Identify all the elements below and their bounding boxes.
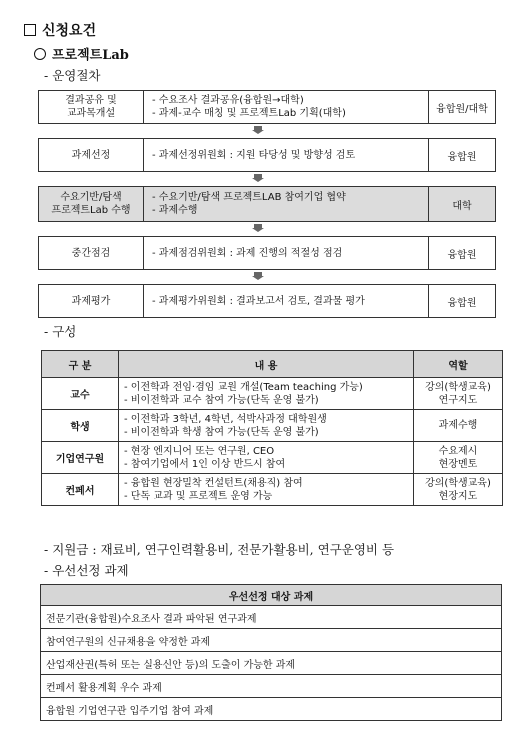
table-row bbox=[41, 698, 502, 721]
heading-2 bbox=[34, 44, 129, 63]
desc-line: - 과제수행 bbox=[152, 205, 198, 216]
content-line: - 융합원 현장밀착 컨설턴트(채용직) 참여 bbox=[124, 477, 303, 489]
resp-cell bbox=[414, 474, 503, 506]
heading-1-text: 신청요건 bbox=[42, 23, 97, 39]
section-funding: - 지원금 : 재료비, 연구인력활용비, 전문가활용비, 연구운영비 등 bbox=[44, 542, 395, 557]
content-line: - 비이전학과 교수 참여 가능(단독 운영 불가) bbox=[124, 394, 319, 406]
section-priority-title: - 우선선정 과제 bbox=[44, 563, 129, 578]
step-desc bbox=[144, 139, 429, 171]
heading-2-text: 프로젝트Lab bbox=[52, 48, 129, 63]
table-row bbox=[42, 474, 503, 506]
header-cell: 우선선정 대상 과제 bbox=[41, 585, 502, 606]
header-cell: 역할 bbox=[414, 351, 503, 378]
priority-item: 컨페서 활용계획 우수 과제 bbox=[41, 675, 502, 698]
role-cell: 학생 bbox=[42, 410, 119, 442]
step-owner: 융합원/대학 bbox=[436, 103, 488, 115]
checkbox-square-icon bbox=[24, 24, 36, 36]
table-row bbox=[41, 652, 502, 675]
resp-line: 현장지도 bbox=[438, 490, 478, 502]
desc-line: - 과제선정위원회 : 지원 타당성 및 방향성 검토 bbox=[152, 149, 356, 161]
desc-line: - 과제평가위원회 : 결과보고서 검토, 결과물 평가 bbox=[152, 295, 365, 307]
role-cell: 교수 bbox=[42, 378, 119, 410]
content-line: - 단독 교과 및 프로젝트 운영 가능 bbox=[124, 490, 273, 502]
content-line: - 참여기업에서 1인 이상 반드시 참여 bbox=[124, 458, 286, 470]
step-owner: 융합원 bbox=[447, 249, 477, 261]
resp-line: 강의(학생교육) bbox=[425, 381, 491, 393]
step-desc bbox=[144, 91, 429, 123]
content-line: - 현장 엔지니어 또는 연구원, CEO bbox=[124, 445, 275, 457]
header-cell: 구 분 bbox=[42, 351, 119, 378]
content-line: - 이전학과 3학년, 4학년, 석박사과정 대학원생 bbox=[124, 413, 327, 425]
procedure-step bbox=[38, 138, 496, 172]
procedure-step bbox=[38, 284, 496, 318]
stage-line: 프로젝트Lab 수행 bbox=[51, 205, 131, 216]
table-row bbox=[42, 442, 503, 474]
step-stage bbox=[39, 285, 144, 317]
procedure-step bbox=[38, 90, 496, 124]
resp-cell bbox=[414, 378, 503, 410]
heading-1 bbox=[24, 20, 96, 40]
stage-line: 중간점검 bbox=[71, 247, 111, 259]
step-desc bbox=[144, 187, 429, 221]
priority-item: 참여연구원의 신규채용을 약정한 과제 bbox=[41, 629, 502, 652]
priority-table bbox=[40, 584, 502, 721]
step-owner: 융합원 bbox=[447, 297, 477, 309]
resp-cell bbox=[414, 442, 503, 474]
stage-line: 결과공유 및 bbox=[65, 95, 117, 106]
step-desc bbox=[144, 237, 429, 269]
stage-line: 수요기반/탐색 bbox=[60, 192, 122, 203]
resp-cell bbox=[414, 410, 503, 442]
section-procedure-title: - 운영절차 bbox=[44, 68, 101, 83]
table-row bbox=[41, 629, 502, 652]
priority-item: 융합원 기업연구관 입주기업 참여 과제 bbox=[41, 698, 502, 721]
resp-line: 강의(학생교육) bbox=[425, 477, 491, 489]
desc-line: - 과제-교수 매칭 및 프로젝트Lab 기획(대학) bbox=[152, 108, 346, 119]
table-header-row bbox=[41, 585, 502, 606]
content-cell bbox=[119, 474, 414, 506]
step-stage bbox=[39, 237, 144, 269]
step-stage bbox=[39, 187, 144, 221]
resp-line: 현장멘토 bbox=[438, 458, 478, 470]
stage-line: 과제평가 bbox=[71, 295, 111, 307]
stage-line: 교과목개설 bbox=[66, 108, 116, 119]
table-row bbox=[41, 606, 502, 629]
priority-item: 전문기관(융합원)수요조사 결과 파악된 연구과제 bbox=[41, 606, 502, 629]
table-row bbox=[41, 675, 502, 698]
circle-bullet-icon bbox=[34, 48, 46, 60]
desc-line: - 수요조사 결과공유(융합원→대학) bbox=[152, 95, 304, 106]
stage-line: 과제선정 bbox=[71, 149, 111, 161]
step-owner: 융합원 bbox=[447, 151, 477, 163]
composition-table bbox=[41, 350, 503, 506]
step-stage bbox=[39, 91, 144, 123]
content-cell bbox=[119, 378, 414, 410]
content-line: - 비이전학과 학생 참여 가능(단독 운영 불가) bbox=[124, 426, 319, 438]
table-row bbox=[42, 378, 503, 410]
content-cell bbox=[119, 442, 414, 474]
resp-line: 수요제시 bbox=[438, 445, 478, 457]
content-cell bbox=[119, 410, 414, 442]
role-cell: 컨페서 bbox=[42, 474, 119, 506]
procedure-step bbox=[38, 236, 496, 270]
table-row bbox=[42, 410, 503, 442]
procedure-step bbox=[38, 186, 496, 222]
section-composition-title: - 구성 bbox=[44, 324, 77, 339]
step-desc bbox=[144, 285, 429, 317]
step-owner: 대학 bbox=[452, 200, 472, 212]
role-cell: 기업연구원 bbox=[42, 442, 119, 474]
priority-item: 산업재산권(특허 또는 실용신안 등)의 도출이 가능한 과제 bbox=[41, 652, 502, 675]
desc-line: - 과제점검위원회 : 과제 진행의 적절성 점검 bbox=[152, 247, 343, 259]
desc-line: - 수요기반/탐색 프로젝트LAB 참여기업 협약 bbox=[152, 192, 346, 203]
table-header-row bbox=[42, 351, 503, 378]
header-cell: 내 용 bbox=[119, 351, 414, 378]
resp-line: 과제수행 bbox=[438, 420, 478, 431]
step-stage bbox=[39, 139, 144, 171]
resp-line: 연구지도 bbox=[438, 394, 478, 406]
content-line: - 이전학과 전임·겸임 교원 개설(Team teaching 가능) bbox=[124, 381, 363, 393]
